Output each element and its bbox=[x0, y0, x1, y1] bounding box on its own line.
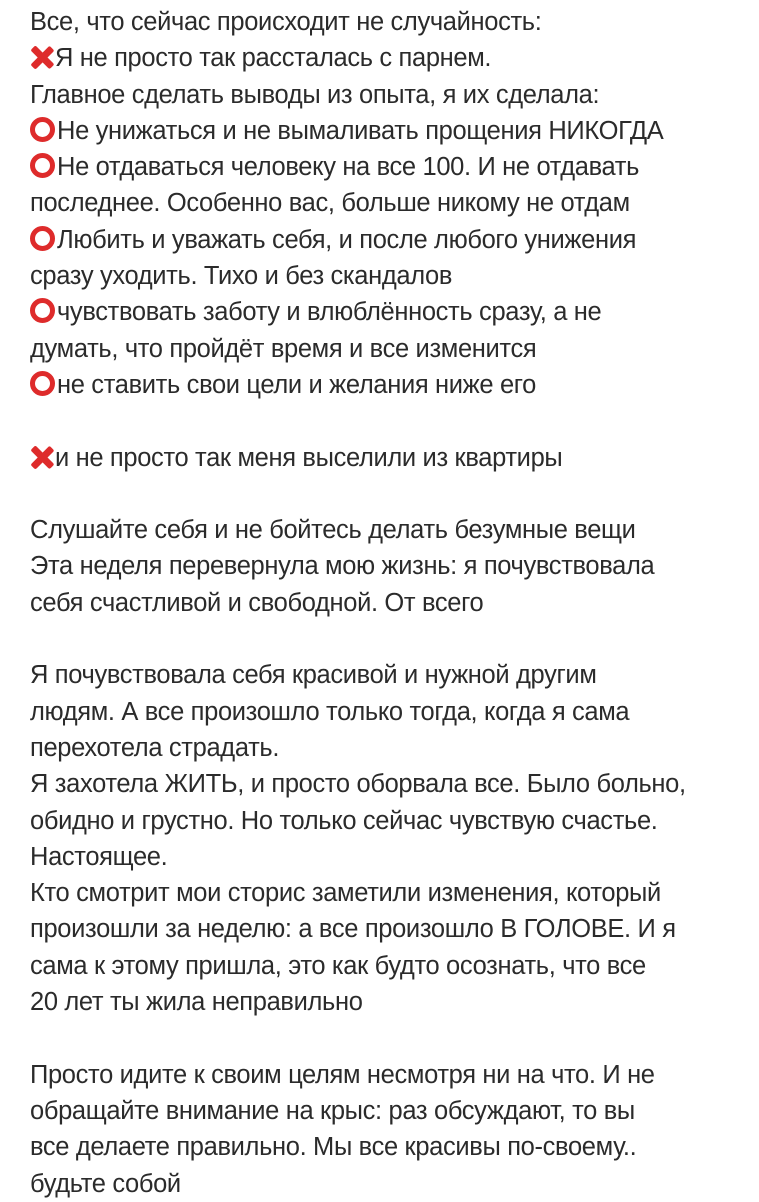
hollow-red-circle-icon bbox=[30, 117, 55, 142]
bullet-line bbox=[30, 440, 750, 476]
text-line bbox=[30, 911, 750, 947]
text-line bbox=[30, 1093, 750, 1129]
bullet-line bbox=[30, 149, 750, 185]
blank-line bbox=[30, 1020, 750, 1056]
line-text: будьте собой bbox=[30, 1169, 181, 1198]
text-line bbox=[30, 4, 750, 40]
line-text: Все, что сейчас происходит не случайность: bbox=[30, 8, 542, 36]
line-text: последнее. Особенно вас, больше никому не отдам bbox=[30, 189, 630, 218]
line-text: перехотела страдать. bbox=[30, 733, 280, 762]
cross-mark-icon bbox=[30, 45, 54, 69]
bullet-line bbox=[30, 113, 750, 149]
bullet-line bbox=[30, 222, 750, 258]
blank-line bbox=[30, 476, 750, 512]
text-line bbox=[30, 875, 750, 911]
line-text: Кто смотрит мои сторис заметили изменения, который bbox=[30, 879, 661, 908]
line-text: чувствовать заботу и влюблённость сразу, а не bbox=[57, 298, 602, 327]
line-text: сразу уходить. Тихо и без скандалов bbox=[30, 262, 453, 291]
post-text bbox=[30, 4, 750, 1202]
text-line bbox=[30, 331, 750, 367]
line-text: все делаете правильно. Мы все красивы по-своему.. bbox=[30, 1133, 637, 1162]
line-text: 20 лет ты жила неправильно bbox=[30, 988, 363, 1017]
line-text: людям. А все произошло только тогда, когда я сама bbox=[30, 697, 630, 726]
text-line bbox=[30, 803, 750, 839]
text-line bbox=[30, 766, 750, 802]
line-text: не ставить свои цели и желания ниже его bbox=[57, 370, 537, 399]
bullet-line bbox=[30, 294, 750, 330]
blank-line bbox=[30, 621, 750, 657]
line-text: Я захотела ЖИТЬ, и просто оборвала все. Было больно, bbox=[30, 770, 686, 799]
cross-mark-icon bbox=[30, 445, 54, 469]
text-line bbox=[30, 948, 750, 984]
line-text: Настоящее. bbox=[30, 842, 168, 871]
text-line bbox=[30, 77, 750, 113]
line-text: обидно и грустно. Но только сейчас чувствую счастье. bbox=[30, 806, 658, 835]
text-line bbox=[30, 1057, 750, 1093]
line-text: обращайте внимание на крыс: раз обсуждают, то вы bbox=[30, 1096, 635, 1125]
bullet-line bbox=[30, 40, 750, 76]
text-line bbox=[30, 585, 750, 621]
hollow-red-circle-icon bbox=[30, 226, 55, 251]
line-text: Эта неделя перевернула мою жизнь: я почувствовала bbox=[30, 552, 655, 581]
line-text: сама к этому пришла, это как будто осознать, что все bbox=[30, 951, 646, 980]
line-text: Не отдаваться человеку на все 100. И не отдавать bbox=[57, 153, 640, 182]
text-line bbox=[30, 258, 750, 294]
text-line bbox=[30, 694, 750, 730]
text-line bbox=[30, 839, 750, 875]
hollow-red-circle-icon bbox=[30, 298, 55, 323]
line-text: думать, что пройдёт время и все изменится bbox=[30, 334, 537, 363]
text-line bbox=[30, 657, 750, 693]
line-text: и не просто так меня выселили из квартиры bbox=[55, 443, 563, 472]
text-line bbox=[30, 512, 750, 548]
line-text: произошли за неделю: а все произошло В ГОЛОВЕ. И я bbox=[30, 915, 676, 944]
text-line bbox=[30, 548, 750, 584]
bullet-line bbox=[30, 367, 750, 403]
hollow-red-circle-icon bbox=[30, 371, 55, 396]
line-text: Слушайте себя и не бойтесь делать безумные вещи bbox=[30, 516, 636, 545]
text-line bbox=[30, 984, 750, 1020]
line-text: Главное сделать выводы из опыта, я их сделала: bbox=[30, 80, 600, 109]
text-line bbox=[30, 185, 750, 221]
line-text: себя счастливой и свободной. От всего bbox=[30, 588, 484, 617]
line-text: Я почувствовала себя красивой и нужной другим bbox=[30, 661, 597, 690]
text-line bbox=[30, 1166, 750, 1202]
line-text: Любить и уважать себя, и после любого унижения bbox=[57, 225, 637, 254]
line-text: Я не просто так рассталась с парнем. bbox=[55, 44, 492, 73]
line-text: Просто идите к своим целям несмотря ни на что. И не bbox=[30, 1060, 655, 1089]
text-line bbox=[30, 730, 750, 766]
hollow-red-circle-icon bbox=[30, 153, 55, 178]
blank-line bbox=[30, 403, 750, 439]
text-line bbox=[30, 1129, 750, 1165]
line-text: Не унижаться и не вымаливать прощения НИКОГДА bbox=[57, 116, 664, 145]
